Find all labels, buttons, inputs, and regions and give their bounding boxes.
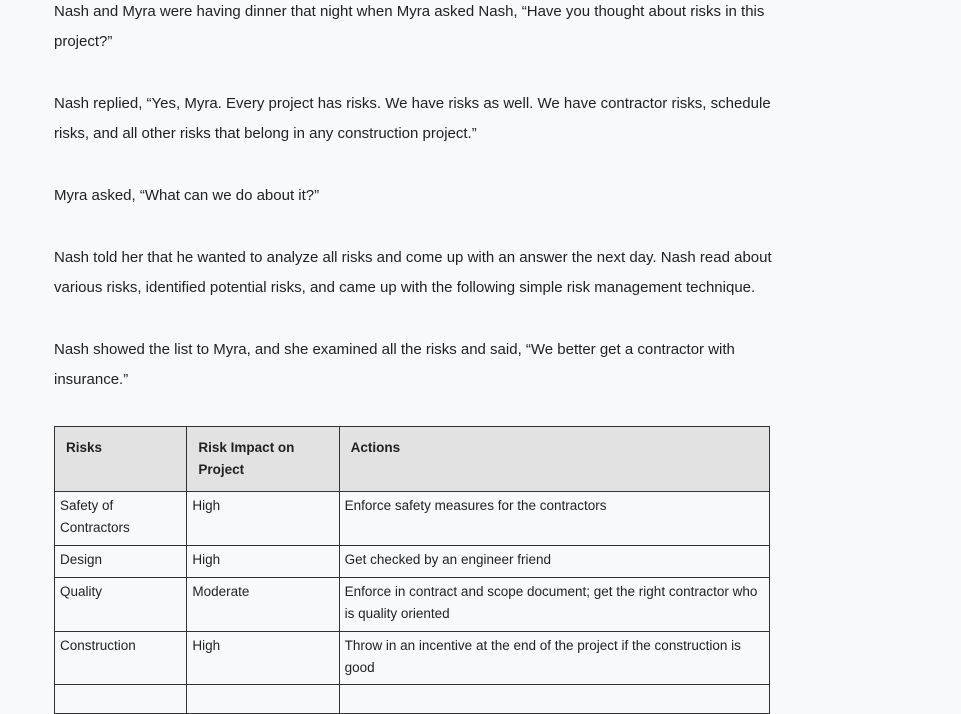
header-risk-impact: Risk Impact on Project xyxy=(187,427,339,492)
header-risks: Risks xyxy=(55,427,187,492)
risk-cell: Design xyxy=(55,546,187,578)
paragraph: Nash and Myra were having dinner that night when Myra asked Nash, “Have you thought about risks in this project?” xyxy=(54,3,765,50)
risk-cell: Safety of Contractors xyxy=(55,492,187,546)
impact-cell: High xyxy=(187,546,339,578)
risk-cell xyxy=(55,685,187,714)
action-cell: Enforce in contract and scope document; get the right contractor who is quality oriented xyxy=(339,578,769,632)
impact-cell: High xyxy=(187,632,339,685)
action-cell xyxy=(339,685,769,714)
paragraph: Nash told her that he wanted to analyze all risks and come up with an answer the next day. Nash read about various risks, identified potential risks, and came up with the following simple risk management technique. xyxy=(54,249,772,296)
paragraph: Nash replied, “Yes, Myra. Every project has risks. We have risks as well. We have contractor risks, schedule risks, and all other risks that belong in any construction project.” xyxy=(54,95,771,142)
risk-cell: Quality xyxy=(55,578,187,632)
impact-cell: High xyxy=(187,492,339,546)
action-cell: Get checked by an engineer friend xyxy=(339,546,769,578)
document-body xyxy=(54,0,774,714)
paragraph: Nash showed the list to Myra, and she examined all the risks and said, “We better get a contractor with insurance.” xyxy=(54,341,735,388)
risk-management-table xyxy=(54,426,770,714)
impact-cell xyxy=(187,685,339,714)
impact-cell: Moderate xyxy=(187,578,339,632)
table-row xyxy=(55,632,770,685)
action-cell: Throw in an incentive at the end of the project if the construction is good xyxy=(339,632,769,685)
action-cell: Enforce safety measures for the contractors xyxy=(339,492,769,546)
table-row xyxy=(55,546,770,578)
table-header-row xyxy=(55,427,770,492)
table-row xyxy=(55,578,770,632)
table-row xyxy=(55,492,770,546)
risk-cell: Construction xyxy=(55,632,187,685)
header-actions: Actions xyxy=(339,427,769,492)
table-row xyxy=(55,685,770,714)
paragraph: Myra asked, “What can we do about it?” xyxy=(54,187,320,204)
